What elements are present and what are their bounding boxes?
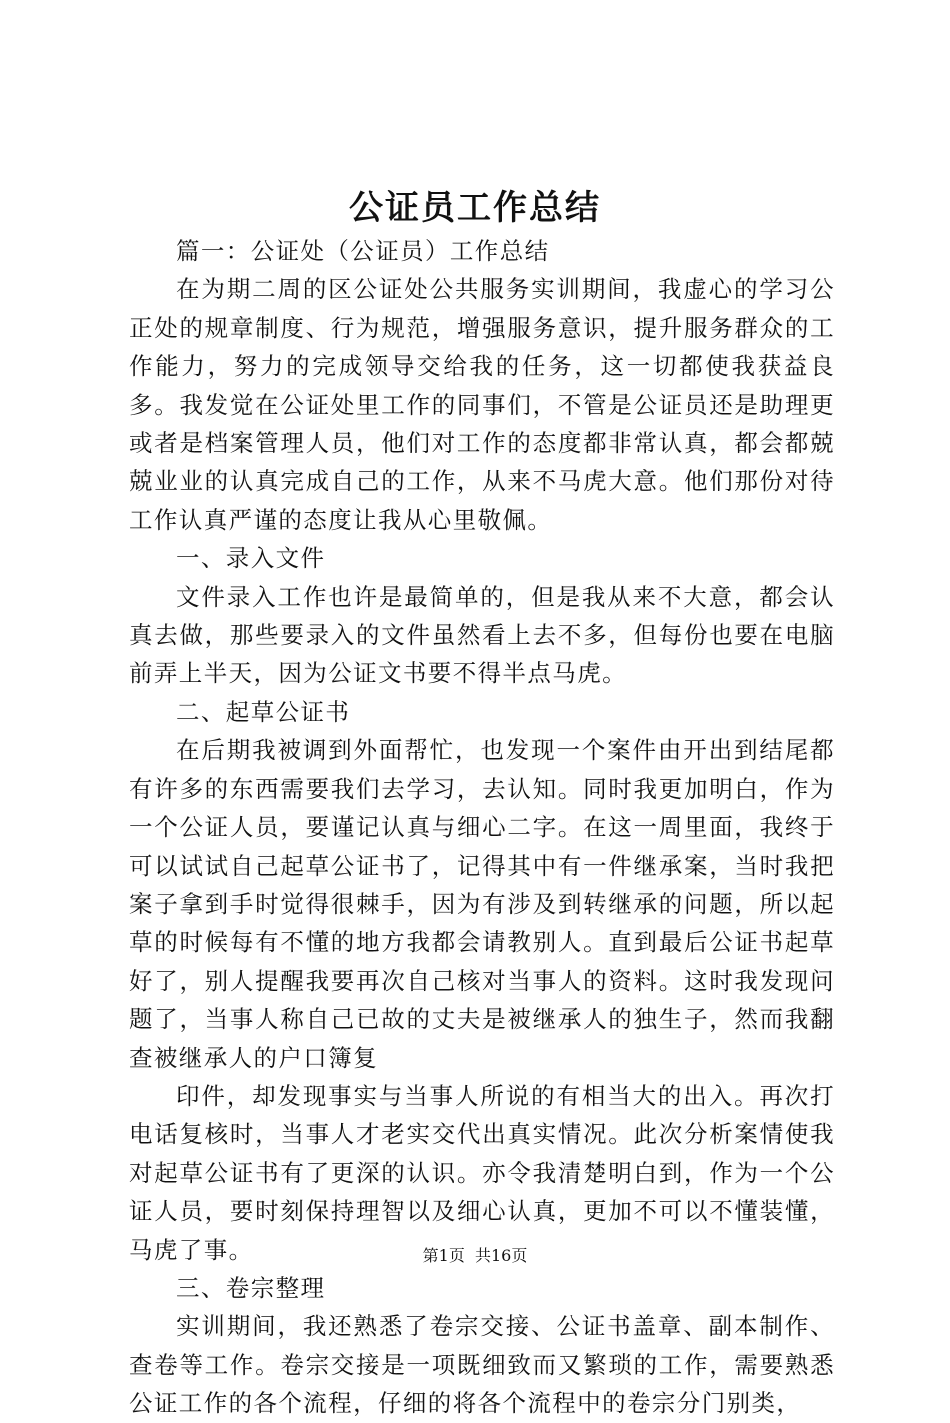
body-paragraph: 实训期间，我还熟悉了卷宗交接、公证书盖章、副本制作、查卷等工作。卷宗交接是一项既细致而又繁琐的工作，需要熟悉公证工作的各个流程，仔细的将各个流程中的卷宗分门别类， xyxy=(129,1312,835,1418)
section-heading: 二、起草公证书 xyxy=(176,697,351,726)
page-number: 第1页 共16页 xyxy=(422,1246,528,1265)
section-heading: 三、卷宗整理 xyxy=(176,1273,326,1302)
section-heading: 一、录入文件 xyxy=(176,544,326,573)
page-footer xyxy=(0,1244,950,1268)
section-heading: 篇一：公证处（公证员）工作总结 xyxy=(176,237,550,265)
body-paragraph: 在后期我被调到外面帮忙，也发现一个案件由开出到结尾都有许多的东西需要我们去学习，去认知。同时我更加明白，作为一个公证人员，要谨记认真与细心二字。在这一周里面，我终于可以试试自己起草公证书了，记得其中有一件继承案，当时我把案子拿到手时觉得很棘手，因为有涉及到转继承的问题，所以起草的时候每有不懂的地方我都会请教别人。直到最后公证书起草好了，别人提醒我要再次自己核对当事人的资料。这时我发现问题了，当事人称自己已故的丈夫是被继承人的独生子，然而我翻查被继承人的户口簿复 xyxy=(129,736,835,1072)
document-title: 公证员工作总结 xyxy=(349,188,601,228)
body-paragraph: 文件录入工作也许是最简单的，但是我从来不大意，都会认真去做，那些要录入的文件虽然看上去不多，但每份也要在电脑前弄上半天，因为公证文书要不得半点马虎。 xyxy=(129,582,835,688)
body-paragraph: 印件，却发现事实与当事人所说的有相当大的出入。再次打电话复核时，当事人才老实交代出真实情况。此次分析案情使我对起草公证书有了更深的认识。亦令我清楚明白到，作为一个公证人员，要时刻保持理智以及细心认真，更加不可以不懂装懂，马虎了事。 xyxy=(129,1081,835,1264)
body-paragraph: 在为期二周的区公证处公共服务实训期间，我虚心的学习公正处的规章制度、行为规范，增强服务意识，提升服务群众的工作能力，努力的完成领导交给我的任务，这一切都使我获益良多。我发觉在公证处里工作的同事们，不管是公证员还是助理更或者是档案管理人员，他们对工作的态度都非常认真，都会都兢兢业业的认真完成自己的工作，从来不马虎大意。他们那份对待工作认真严谨的态度让我从心里敬佩。 xyxy=(129,275,835,534)
